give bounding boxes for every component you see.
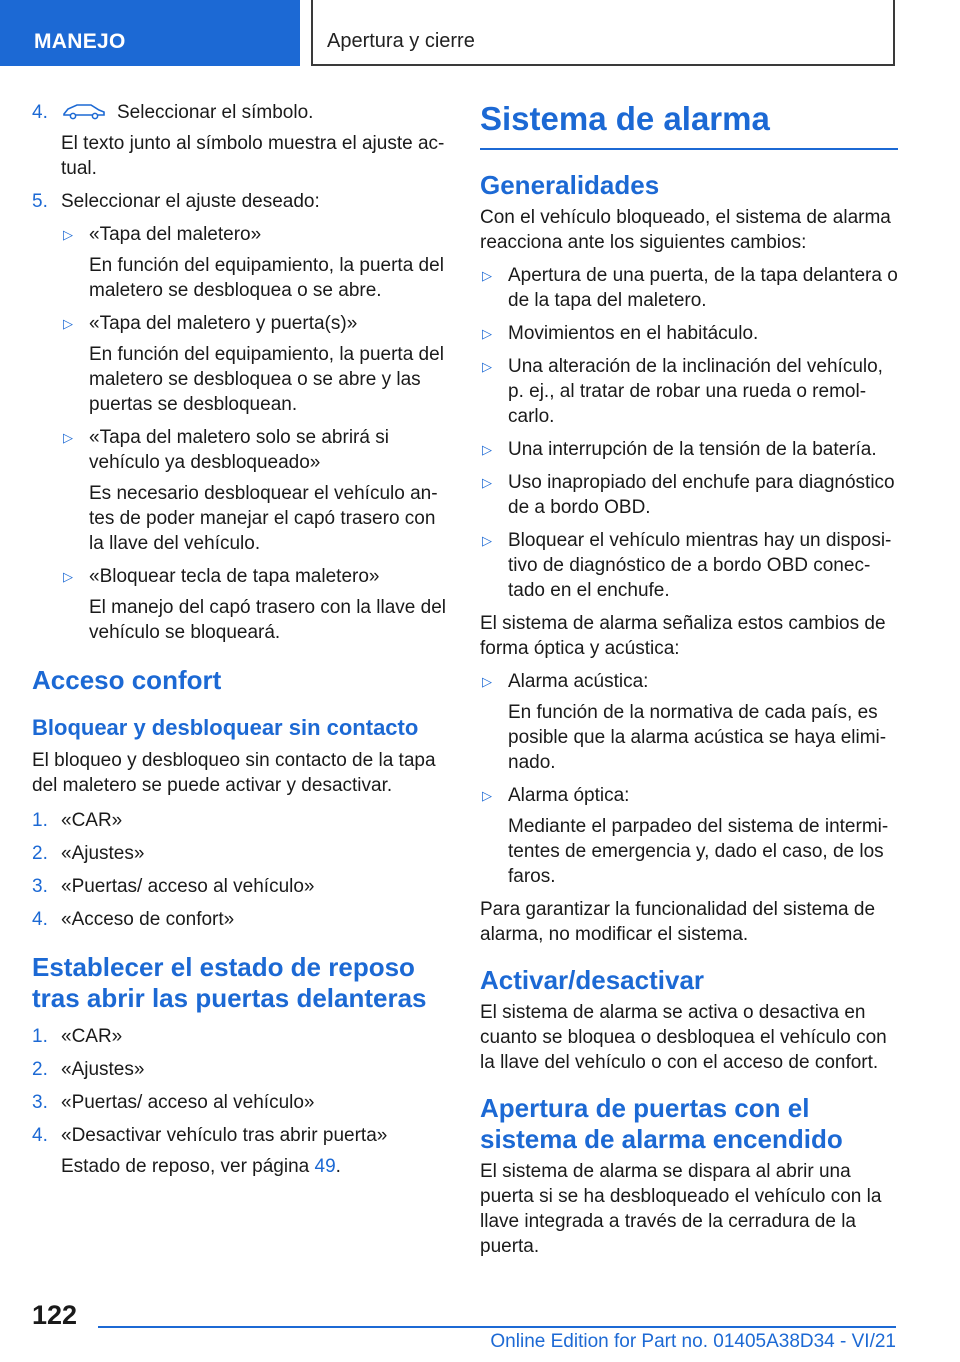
section-title-reposo: Establecer el estado de reposo tras abrir las puertas delanteras (32, 952, 427, 1013)
option-label: «Tapa del maletero» (89, 224, 262, 245)
option-desc: En función del equipamiento, la puerta del maletero se desbloquea o se abre y las puertas se desbloquean. (89, 344, 444, 415)
step-text: «Ajustes» (61, 843, 145, 864)
header-section-tab (0, 0, 300, 66)
option-label: «Bloquear tecla de tapa maletero» (89, 566, 380, 587)
option-desc: Es necesario desbloquear el vehículo an-tes de poder manejar el capó trasero con la llave del vehículo. (89, 483, 438, 554)
sin-contacto-text: El bloqueo y desbloqueo sin contacto de la tapa del maletero se puede activar y desactivar. (32, 750, 436, 796)
step-text: «Ajustes» (61, 1059, 145, 1080)
reposo-steps (32, 1024, 452, 1179)
triangle-right-icon: ▷ (63, 569, 73, 584)
apertura-text: El sistema de alarma se dispara al abrir una puerta si se ha desbloqueado el vehículo con la llave integrada a través de la cerradura de la puerta. (480, 1161, 882, 1257)
step-number: 2. (32, 843, 48, 864)
footer-divider (98, 1326, 896, 1328)
chapter-title: Sistema de alarma (480, 100, 898, 150)
step-text: «Puertas/ acceso al vehículo» (61, 1092, 315, 1113)
list-item (480, 437, 898, 462)
signal-desc: En función de la normativa de cada país, es posible que la alarma acústica se haya elimi-nado. (508, 702, 887, 773)
option-list (61, 222, 452, 645)
step-number: 1. (32, 810, 48, 831)
step-number: 3. (32, 1092, 48, 1113)
step-number: 4. (32, 102, 48, 123)
signal-label: Alarma óptica: (508, 785, 630, 806)
reference-end: . (335, 1156, 341, 1177)
option-label: «Tapa del maletero y puerta(s)» (89, 313, 358, 334)
footer-edition: Online Edition for Part no. 01405A38D34 - VI/21 (490, 1331, 896, 1352)
option-item (61, 222, 452, 303)
header-section-label: MANEJO (34, 30, 126, 53)
signal-desc: Mediante el parpadeo del sistema de intermi-tentes de emergencia y, dado el caso, de los faros. (508, 816, 889, 887)
list-item (480, 783, 898, 889)
activar-text: El sistema de alarma se activa o desactiva en cuanto se bloquea o desbloquea el vehículo con la llave del vehículo o con el acceso de confort. (480, 1002, 887, 1073)
triangle-right-icon: ▷ (63, 316, 73, 331)
triangle-right-icon: ▷ (63, 430, 73, 445)
section-title-acceso: Acceso confort (32, 665, 222, 695)
option-item (61, 564, 452, 645)
list-item (480, 354, 898, 429)
car-icon (61, 102, 107, 120)
triangle-right-icon: ▷ (482, 533, 492, 548)
step-item (32, 189, 452, 645)
step-item (32, 100, 452, 181)
triangle-right-icon: ▷ (482, 788, 492, 803)
step-item (32, 841, 452, 866)
step-number: 3. (32, 876, 48, 897)
step-item (32, 1057, 452, 1082)
header-chapter-box (311, 0, 895, 66)
step-item (32, 874, 452, 899)
option-item (61, 425, 452, 556)
step-text: «CAR» (61, 1026, 123, 1047)
left-column (32, 100, 452, 1187)
signal-label: Alarma acústica: (508, 671, 649, 692)
triangle-right-icon: ▷ (482, 674, 492, 689)
step-note: El texto junto al símbolo muestra el ajuste ac-tual. (61, 133, 445, 179)
step-number: 4. (32, 909, 48, 930)
step-item (32, 907, 452, 932)
list-item-text: Una alteración de la inclinación del vehículo, p. ej., al tratar de robar una rueda o remol-carlo. (508, 356, 883, 427)
option-desc: En función del equipamiento, la puerta del maletero se desbloquea o se abre. (89, 255, 444, 301)
list-item (480, 321, 898, 346)
subsection-title-sin-contacto: Bloquear y desbloquear sin contacto (32, 715, 419, 740)
list-item-text: Una interrupción de la tensión de la batería. (508, 439, 877, 460)
step-text (61, 100, 452, 125)
option-desc: El manejo del capó trasero con la llave del vehículo se bloqueará. (89, 597, 446, 643)
triangle-right-icon: ▷ (482, 359, 492, 374)
step-text: «Acceso de confort» (61, 909, 235, 930)
reference-text: Estado de reposo, ver página (61, 1156, 310, 1177)
signals-list (480, 669, 898, 889)
step-number: 5. (32, 191, 48, 212)
section-title-generalidades: Generalidades (480, 170, 660, 200)
page-reference (61, 1154, 452, 1179)
step-item (32, 1090, 452, 1115)
header-chapter-label: Apertura y cierre (327, 30, 475, 52)
triangle-right-icon: ▷ (482, 442, 492, 457)
step-item (32, 1024, 452, 1049)
list-item (480, 263, 898, 313)
list-item-text: Movimientos en el habitáculo. (508, 323, 759, 344)
right-column (480, 100, 898, 1259)
step-text: Seleccionar el ajuste deseado: (61, 191, 320, 212)
step-item (32, 808, 452, 833)
step-text: «CAR» (61, 810, 123, 831)
triangle-right-icon: ▷ (482, 475, 492, 490)
step-item (32, 1123, 452, 1179)
page-link[interactable]: 49 (314, 1156, 336, 1177)
list-item-text: Apertura de una puerta, de la tapa delantera o de la tapa del maletero. (508, 265, 898, 311)
list-item-text: Bloquear el vehículo mientras hay un disposi-tivo de diagnóstico de a bordo OBD conec-tado en el enchufe. (508, 530, 892, 601)
guarantee-text: Para garantizar la funcionalidad del sistema de alarma, no modificar el sistema. (480, 899, 876, 945)
step-number: 4. (32, 1125, 48, 1146)
option-label: «Tapa del maletero solo se abrirá si vehículo ya desbloqueado» (89, 427, 389, 473)
generalidades-text: Con el vehículo bloqueado, el sistema de alarma reacciona ante los siguientes cambios: (480, 207, 891, 253)
page-number: 122 (32, 1300, 78, 1330)
step-number: 2. (32, 1059, 48, 1080)
section-title-apertura: Apertura de puertas con el sistema de alarma encendido (480, 1093, 843, 1154)
signal-text: El sistema de alarma señaliza estos cambios de forma óptica y acústica: (480, 613, 886, 659)
list-item (480, 470, 898, 520)
list-item (480, 669, 898, 775)
triangle-right-icon: ▷ (482, 268, 492, 283)
sin-contacto-steps (32, 808, 452, 932)
section-title-activar: Activar/desactivar (480, 965, 705, 995)
changes-list (480, 263, 898, 603)
option-item (61, 311, 452, 417)
step-text: «Desactivar vehículo tras abrir puerta» (61, 1125, 388, 1146)
step-number: 1. (32, 1026, 48, 1047)
triangle-right-icon: ▷ (482, 326, 492, 341)
list-item (480, 528, 898, 603)
step-text: «Puertas/ acceso al vehículo» (61, 876, 315, 897)
triangle-right-icon: ▷ (63, 227, 73, 242)
step-text-content: Seleccionar el símbolo. (117, 102, 314, 123)
list-item-text: Uso inapropiado del enchufe para diagnóstico de a bordo OBD. (508, 472, 895, 518)
